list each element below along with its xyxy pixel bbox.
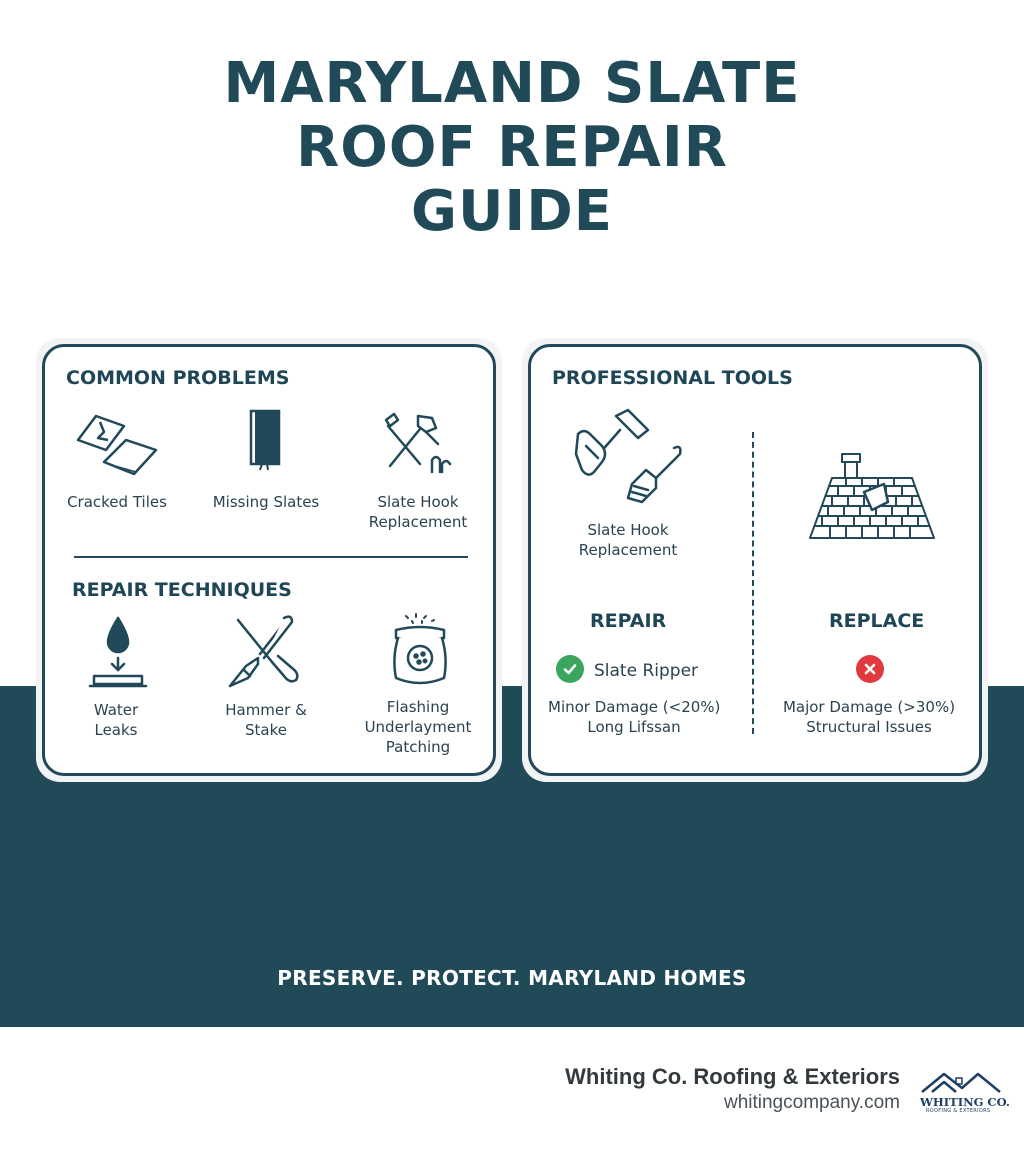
- repair-details: [548, 697, 720, 737]
- title-line-3: GUIDE: [410, 179, 613, 244]
- repair-techniques-heading: REPAIR TECHNIQUES: [72, 579, 292, 601]
- water-leaks-label-line-1: Water: [93, 701, 139, 719]
- cracked-tiles-icon: [74, 410, 160, 482]
- patching-label-line-1: Flashing: [386, 698, 450, 716]
- repair-status-text: Slate Ripper: [594, 661, 699, 681]
- hammer-stake-label-line-1: Hammer &: [225, 701, 307, 719]
- repair-detail-line-2: Long Lifssan: [587, 718, 681, 736]
- title-line-1: MARYLAND SLATE: [223, 51, 801, 116]
- hammer-brush-icon: [572, 406, 690, 514]
- title-line-2: ROOF REPAIR: [296, 115, 728, 180]
- common-problems-heading: COMMON PROBLEMS: [66, 367, 290, 389]
- slate-hook-label-line-1: Slate Hook: [377, 493, 459, 511]
- tool-label-line-2: Replacement: [578, 541, 678, 559]
- crossed-tools-icon: [226, 614, 306, 694]
- replace-detail-line-2: Structural Issues: [806, 718, 932, 736]
- replace-detail-line-1: Major Damage (>30%): [782, 698, 956, 716]
- replace-heading: REPLACE: [829, 610, 925, 632]
- cracked-tiles-label: Cracked Tiles: [67, 493, 167, 511]
- replace-details: [780, 697, 958, 737]
- hammer-stake-label-line-2: Stake: [245, 721, 287, 739]
- slate-hook-label: [356, 492, 480, 532]
- patching-bag-icon: [388, 612, 452, 692]
- missing-slates-label: Missing Slates: [212, 493, 320, 511]
- professional-tools-heading: PROFESSIONAL TOOLS: [552, 367, 793, 389]
- logo-subtext: ROOFING & EXTERIORS: [926, 1108, 991, 1114]
- tool-label: [566, 520, 690, 560]
- company-url[interactable]: whitingcompany.com: [723, 1092, 900, 1113]
- slate-hook-label-line-2: Replacement: [368, 513, 468, 531]
- page-title: [112, 52, 912, 244]
- patching-label: [356, 697, 480, 757]
- x-icon: [856, 655, 884, 683]
- patching-label-line-2: Underlayment: [364, 718, 472, 736]
- repair-heading: REPAIR: [590, 610, 667, 632]
- water-leaks-label-line-2: Leaks: [94, 721, 138, 739]
- company-info: [565, 1064, 900, 1114]
- hammer-hook-icon: [380, 410, 454, 476]
- patching-label-line-3: Patching: [385, 738, 451, 756]
- company-name: Whiting Co. Roofing & Exteriors: [565, 1064, 900, 1089]
- water-leaks-label: [66, 700, 166, 740]
- repair-detail-line-1: Minor Damage (<20%): [548, 698, 721, 716]
- roof-logo-icon: [918, 1068, 1006, 1096]
- logo-text: WHITING CO.: [920, 1095, 1010, 1109]
- missing-slate-icon: [246, 408, 286, 472]
- check-icon: [556, 655, 584, 683]
- water-drop-icon: [86, 614, 150, 690]
- left-panel-divider: [74, 556, 468, 558]
- hammer-stake-label: [206, 700, 326, 740]
- tool-label-line-1: Slate Hook: [587, 521, 669, 539]
- right-panel-dashed-divider: [752, 432, 754, 734]
- tagline: PRESERVE. PROTECT. MARYLAND HOMES: [277, 966, 747, 990]
- slate-roof-icon: [806, 452, 938, 542]
- company-logo: [918, 1068, 1010, 1118]
